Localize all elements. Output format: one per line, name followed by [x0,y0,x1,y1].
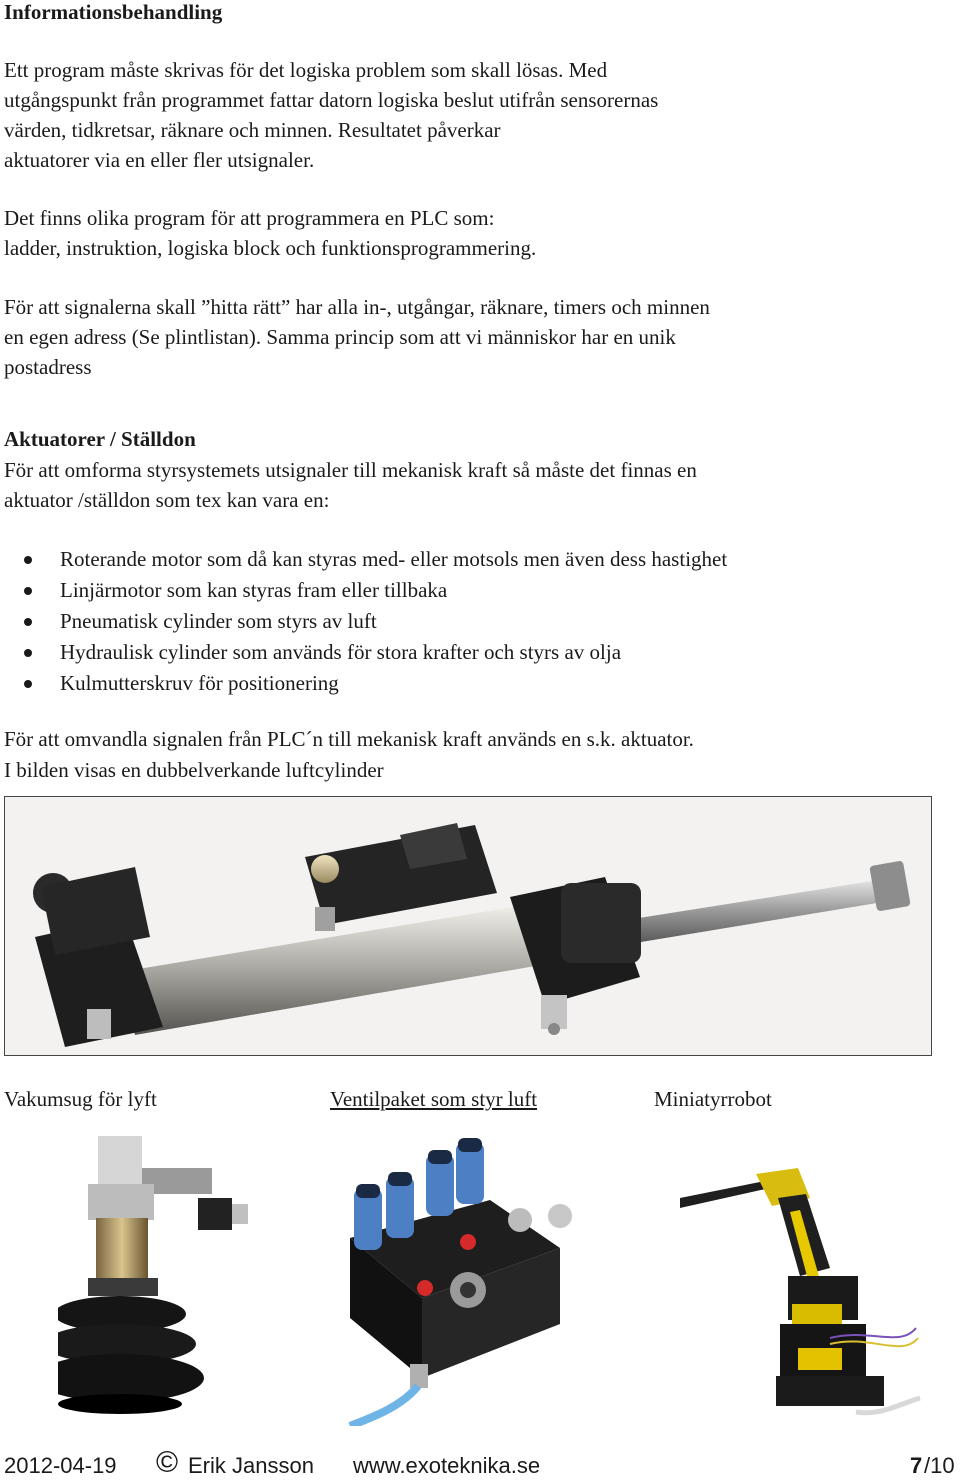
list-item: Kulmutterskruv för positionering [20,668,727,699]
miniature-robot-photo [680,1128,922,1426]
footer-author: Erik Jansson [188,1453,314,1478]
copyright-icon: © [156,1446,179,1479]
para1-line: aktuatorer via en eller fler utsignaler. [4,148,315,172]
para3-line: en egen adress (Se plintlistan). Samma princip som att vi människor har en unik [4,325,676,349]
para1-line: värden, tidkretsar, räknare och minnen. Resultatet påverkar [4,118,501,142]
list-item: Roterande motor som då kan styras med- eller motsols men även dess hastighet [20,544,727,575]
list-item: Hydraulisk cylinder som används för stora krafter och styrs av olja [20,637,727,668]
footer-date: 2012-04-19 [4,1453,117,1478]
para2-line: ladder, instruktion, logiska block och funktionsprogrammering. [4,236,537,260]
vacuum-suction-photo [58,1128,258,1426]
caption-miniatyrrobot: Miniatyrrobot [654,1087,772,1111]
footer-website: www.exoteknika.se [353,1453,541,1478]
heading-informationsbehandling: Informationsbehandling [4,0,223,24]
para1-line: utgångspunkt från programmet fattar datorn logiska beslut utifrån sensorernas [4,88,659,112]
para3-line: postadress [4,355,92,379]
caption-ventilpaket: Ventilpaket som styr luft [330,1087,538,1111]
valve-package-photo [330,1128,592,1426]
footer-page-current: 7 [910,1453,923,1478]
air-cylinder-photo [4,796,932,1056]
list-item: Pneumatisk cylinder som styrs av luft [20,606,727,637]
para3-line: För att signalerna skall ”hitta rätt” har alla in-, utgångar, räknare, timers och minnen [4,295,710,319]
para4-line: aktuator /ställdon som tex kan vara en: [4,488,330,512]
heading-aktuatorer: Aktuatorer / Ställdon [4,427,196,451]
para2-line: Det finns olika program för att programmera en PLC som: [4,206,495,230]
list-item: Linjärmotor som kan styras fram eller tillbaka [20,575,727,606]
caption-vakumsug: Vakumsug för lyft [4,1087,157,1111]
para1-line: Ett program måste skrivas för det logiska problem som skall lösas. Med [4,58,608,82]
para4-line: För att omforma styrsystemets utsignaler till mekanisk kraft så måste det finnas en [4,458,697,482]
page-footer [4,1446,956,1480]
footer-page-total: /10 [924,1453,955,1478]
para5-line: För att omvandla signalen från PLC´n till mekanisk kraft används en s.k. aktuator. [4,727,694,751]
aktuator-list [20,544,727,699]
para5-line: I bilden visas en dubbelverkande luftcylinder [4,758,384,782]
